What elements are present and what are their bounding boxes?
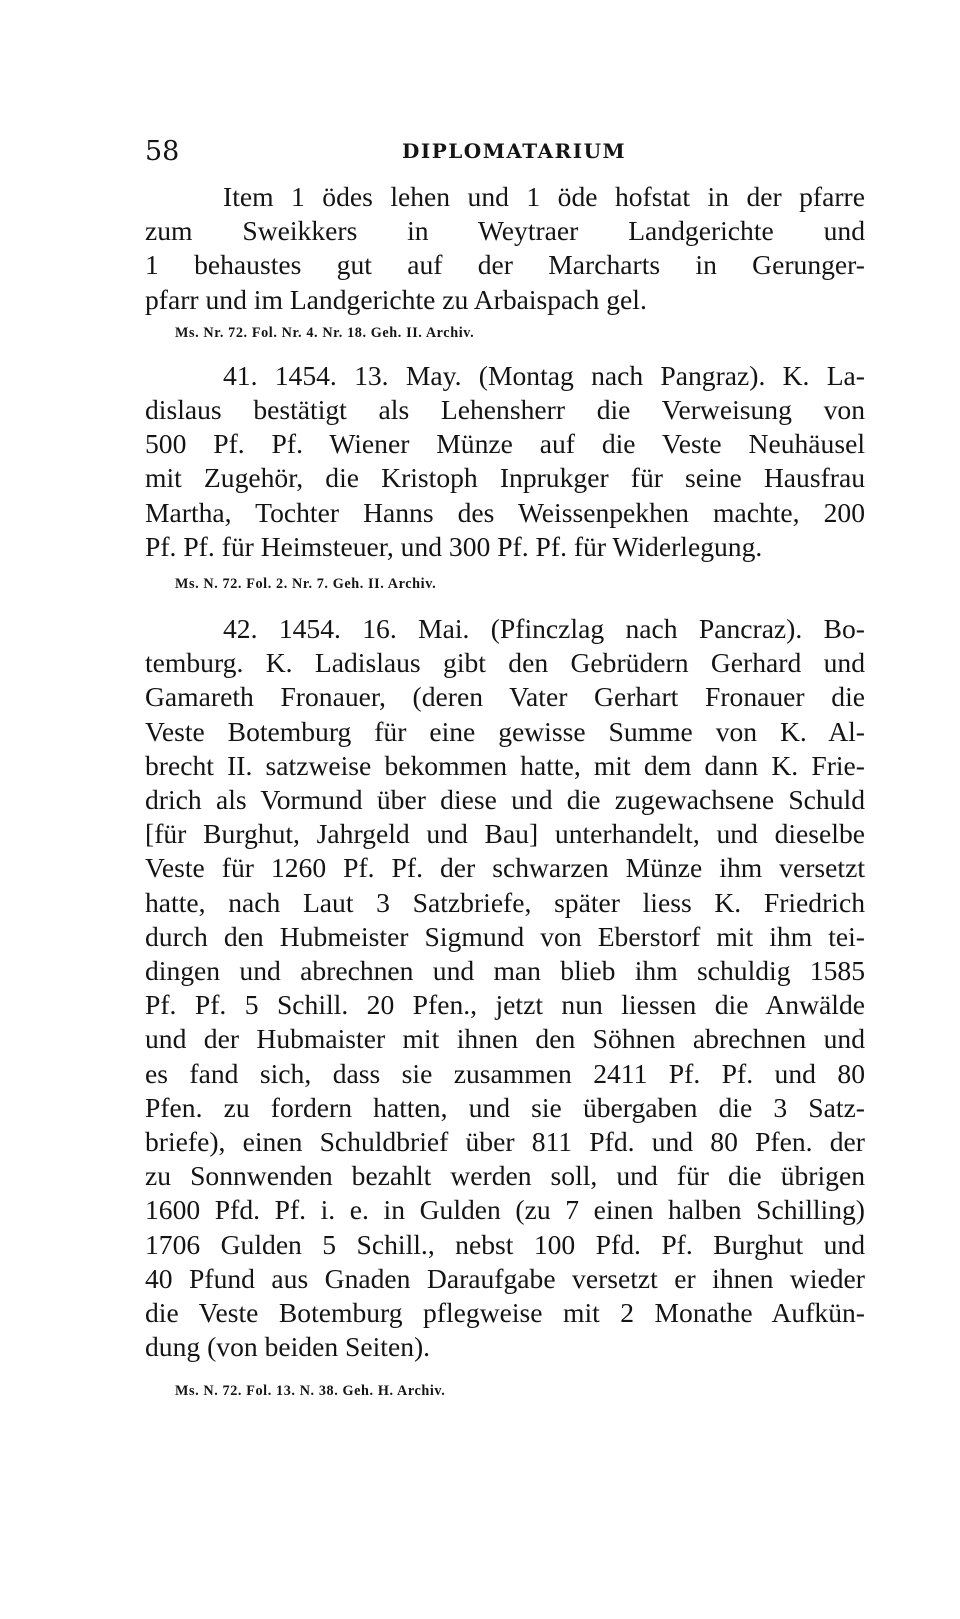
text-line: Pf. Pf. 5 Schill. 20 Pfen., jetzt nun liessen die Anwälde [145,989,865,1021]
text-line: Gamareth Fronauer, (deren Vater Gerhart Fronauer die [145,681,865,713]
page-number: 58 [145,136,180,167]
text-line: 40 Pfund aus Gnaden Daraufgabe versetzt er ihnen wieder [145,1262,865,1294]
paragraph-entry-42 [145,612,865,1364]
text-line: es fand sich, dass sie zusammen 2411 Pf. Pf. und 80 [145,1057,865,1089]
text-line: die Veste Botemburg pflegweise mit 2 Monathe Aufkün- [145,1297,865,1329]
text-line: dung (von beiden Seiten). [145,1331,431,1363]
text-line: Veste für 1260 Pf. Pf. der schwarzen Münze ihm versetzt [145,852,865,884]
page-header [145,136,865,180]
text-line: 500 Pf. Pf. Wiener Münze auf die Veste Neuhäusel [145,428,865,460]
text-line: drich als Vormund über diese und die zugewachsene Schuld [145,784,865,816]
text-line: zum Sweikkers in Weytraer Landgerichte und [145,215,865,247]
text-line: dislaus bestätigt als Lehensherr die Verweisung von [145,394,865,426]
text-line: mit Zugehör, die Kristoph Inprukger für seine Hausfrau [145,462,865,494]
text-line: Pfen. zu fordern hatten, und sie übergaben die 3 Satz- [145,1091,865,1123]
paragraph-entry-41 [145,359,865,564]
running-title: DIPLOMATARIUM [402,139,627,163]
text-line: pfarr und im Landgerichte zu Arbaispach gel. [145,283,647,315]
paragraph-item-lehen [145,180,865,317]
text-line: hatte, nach Laut 3 Satzbriefe, später liess K. Friedrich [145,886,865,918]
text-line: Veste Botemburg für eine gewisse Summe von K. Al- [145,715,865,747]
text-line: 41. 1454. 13. May. (Montag nach Pangraz). K. La- [223,359,865,391]
source-citation: Ms. N. 72. Fol. 13. N. 38. Geh. H. Archiv. [175,1382,446,1399]
text-line: dingen und abrechnen und man blieb ihm schuldig 1585 [145,955,865,987]
text-line: Item 1 ödes lehen und 1 öde hofstat in der pfarre [223,181,865,212]
text-line: Pf. Pf. für Heimsteuer, und 300 Pf. Pf. für Widerlegung. [145,530,763,562]
text-line: durch den Hubmeister Sigmund von Eberstorf mit ihm tei- [145,920,865,952]
source-citation: Ms. N. 72. Fol. 2. Nr. 7. Geh. II. Archiv. [175,576,437,593]
text-line: 1600 Pfd. Pf. i. e. in Gulden (zu 7 einen halben Schilling) [145,1194,865,1226]
text-line: briefe), einen Schuldbrief über 811 Pfd. und 80 Pfen. der [145,1126,865,1158]
text-line: und der Hubmaister mit ihnen den Söhnen abrechnen und [145,1023,865,1055]
text-line: [für Burghut, Jahrgeld und Bau] unterhandelt, und dieselbe [145,818,865,850]
text-line: 42. 1454. 16. Mai. (Pfinczlag nach Pancraz). Bo- [223,613,865,645]
text-line: zu Sonnwenden bezahlt werden soll, und für die übrigen [145,1160,865,1192]
text-line: 1706 Gulden 5 Schill., nebst 100 Pfd. Pf. Burghut und [145,1228,865,1260]
text-line: brecht II. satzweise bekommen hatte, mit dem dann K. Frie- [145,749,865,781]
text-line: temburg. K. Ladislaus gibt den Gebrüdern Gerhard und [145,647,865,679]
text-line: 1 behaustes gut auf der Marcharts in Gerunger- [145,249,865,281]
source-citation: Ms. Nr. 72. Fol. Nr. 4. Nr. 18. Geh. II. Archiv. [175,324,475,341]
book-page [145,136,865,1401]
text-line: Martha, Tochter Hanns des Weissenpekhen machte, 200 [145,496,865,528]
